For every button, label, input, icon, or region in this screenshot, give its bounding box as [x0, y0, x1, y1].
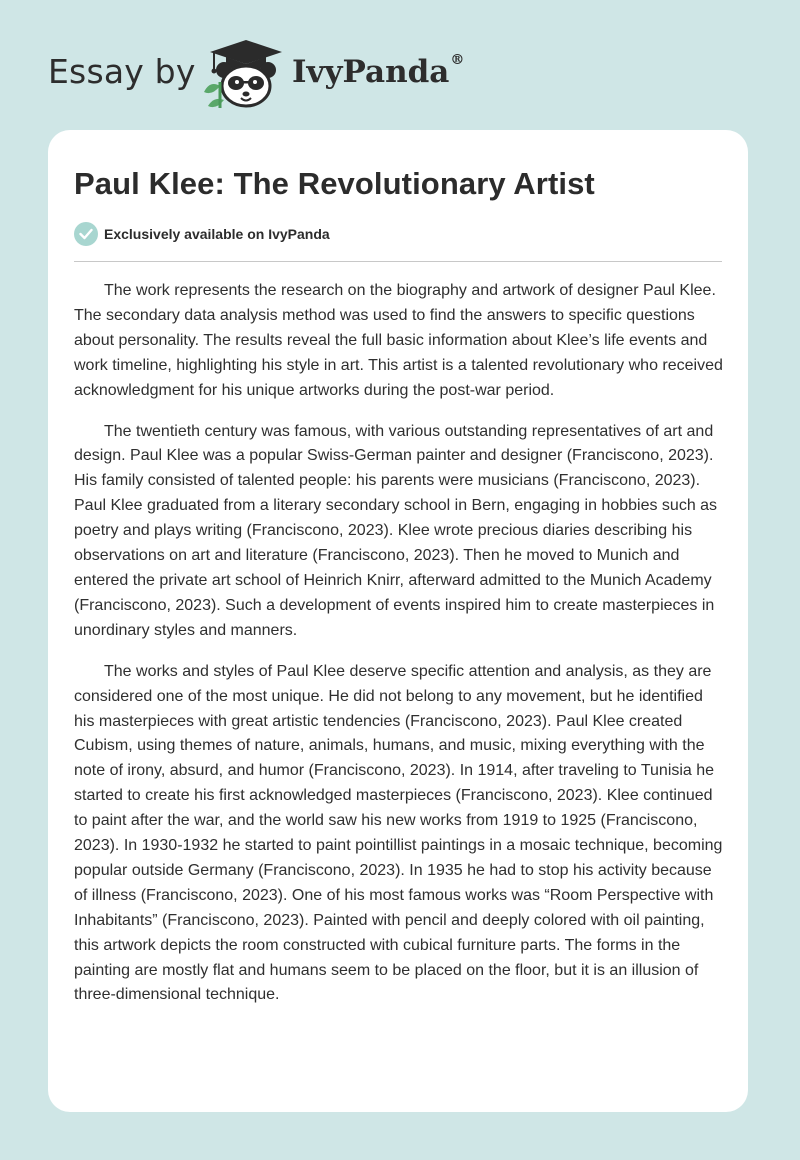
essay-card [48, 130, 748, 1112]
page-title: Paul Klee: The Revolutionary Artist [74, 166, 595, 201]
registered-mark: ® [450, 52, 465, 68]
divider [74, 261, 722, 262]
paragraph-2: The twentieth century was famous, with various outstanding representatives of art and design. Paul Klee was a popular Swiss-German painter and designer (Franciscono, 2023). His family consisted of talented people: his parents were musicians (Franciscono, 2023). Paul Klee graduated from a literary secondary school in Bern, engaging in hobbies such as poetry and plays writing (Franciscono, 2023). Klee wrote precious diaries describing his observations on art and literature (Franciscono, 2023). Then he moved to Munich and entered the private art school of Heinrich Knirr, afterward admitted to the Munich Academy (Franciscono, 2023). Such a development of events inspired him to create masterpieces in unordinary styles and manners. [74, 422, 718, 639]
brand-name[interactable] [292, 54, 464, 90]
paragraph-1: The work represents the research on the biography and artwork of designer Paul Klee. The secondary data analysis method was used to find the answers to specific questions about personality. The results reveal the full basic information about Klee’s life events and work timeline, highlighting his style in art. This artist is a talented revolutionary who received acknowledgment for his unique artworks during the post-war period. [74, 282, 723, 399]
exclusive-badge [74, 222, 330, 246]
badge-label: Exclusively available on IvyPanda [104, 226, 330, 242]
essay-by-label: Essay by [48, 52, 196, 91]
brand-text: IvyPanda [292, 54, 450, 90]
panda-graduate-icon[interactable] [200, 36, 292, 110]
paragraph-3: The works and styles of Paul Klee deserve specific attention and analysis, as they are considered one of the most unique. He did not belong to any movement, but he identified his masterpieces with great artistic tendencies (Franciscono, 2023). Paul Klee created Cubism, using themes of nature, animals, humans, and music, mixing everything with the note of irony, absurd, and humor (Franciscono, 2023). In 1914, after traveling to Tunisia he started to create his first acknowledged masterpieces (Franciscono, 2023). Klee continued to paint after the war, and the world saw his new works from 1919 to 1925 (Franciscono, 2023). In 1930-1932 he started to paint pointillist paintings in a mosaic technique, becoming popular outside Germany (Franciscono, 2023). In 1935 he had to stop his activity because of illness (Franciscono, 2023). One of his most famous works was “Room Perspective with Inhabitants” (Franciscono, 2023). Painted with pencil and deeply colored with oil painting, this artwork depicts the room constructed with cubical furniture parts. The forms in the painting are mostly flat and humans seem to be placed on the floor, but it is an illusion of three-dimensional technique. [74, 662, 723, 1004]
check-circle-icon [74, 222, 98, 246]
essay-body [74, 279, 724, 1024]
site-header [0, 0, 800, 130]
